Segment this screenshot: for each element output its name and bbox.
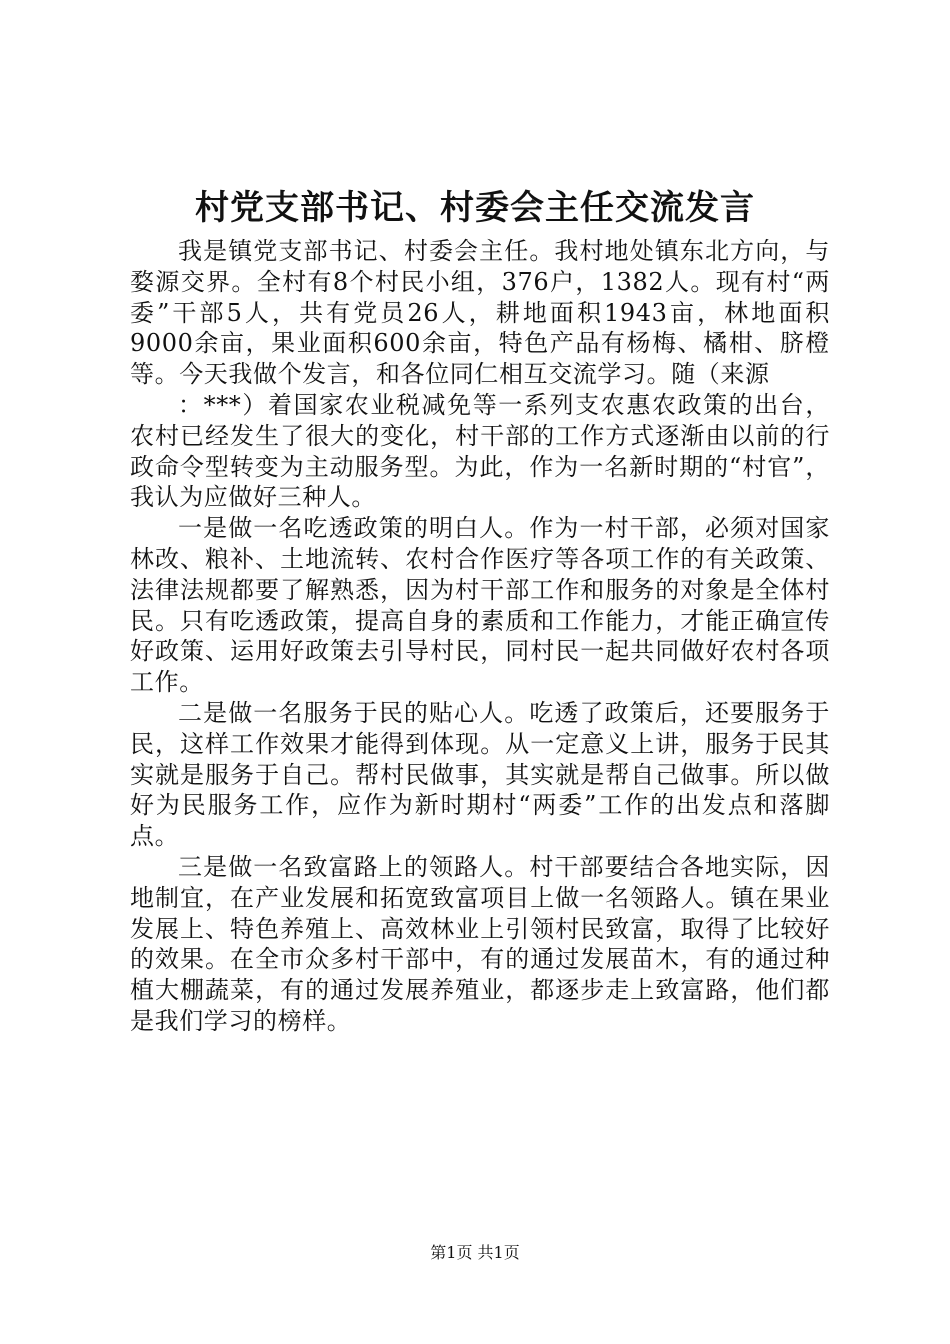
paragraph-point-one: 一是做一名吃透政策的明白人。作为一村干部，必须对国家林改、粮补、土地流转、农村合作医疗等各项工作的有关政策、法律法规都要了解熟悉，因为村干部工作和服务的对象是全体村民。只有吃透政策，提高自身的素质和工作能力，才能正确宣传好政策、运用好政策去引导村民，同村民一起共同做好农村各项工作。 bbox=[130, 514, 830, 697]
paragraph-intro: 我是镇党支部书记、村委会主任。我村地处镇东北方向，与婺源交界。全村有8个村民小组，376户，1382人。现有村“两委”干部5人，共有党员26人，耕地面积1943亩，林地面积9000余亩，果业面积600余亩，特色产品有杨梅、橘柑、脐橙等。今天我做个发言，和各位同仁相互交流学习。随（来源 bbox=[130, 237, 830, 389]
document-body bbox=[130, 236, 830, 1037]
paragraph-policy-change: ：***）着国家农业税减免等一系列支农惠农政策的出台，农村已经发生了很大的变化，村干部的工作方式逐渐由以前的行政命令型转变为主动服务型。为此，作为一名新时期的“村官”，我认为应做好三种人。 bbox=[130, 390, 830, 512]
paragraph-point-two: 二是做一名服务于民的贴心人。吃透了政策后，还要服务于民，这样工作效果才能得到体现。从一定意义上讲，服务于民其实就是服务于自己。帮村民做事，其实就是帮自己做事。所以做好为民服务工作，应作为新时期村“两委”工作的出发点和落脚点。 bbox=[130, 698, 830, 851]
page-number-footer: 第1页 共1页 bbox=[430, 1243, 520, 1262]
paragraph-point-three: 三是做一名致富路上的领路人。村干部要结合各地实际，因地制宜，在产业发展和拓宽致富项目上做一名领路人。镇在果业发展上、特色养殖上、高效林业上引领村民致富，取得了比较好的效果。在全市众多村干部中，有的通过发展苗木，有的通过种植大棚蔬菜，有的通过发展养殖业，都逐步走上致富路，他们都是我们学习的榜样。 bbox=[130, 852, 830, 1035]
document-title: 村党支部书记、村委会主任交流发言 bbox=[195, 188, 755, 228]
